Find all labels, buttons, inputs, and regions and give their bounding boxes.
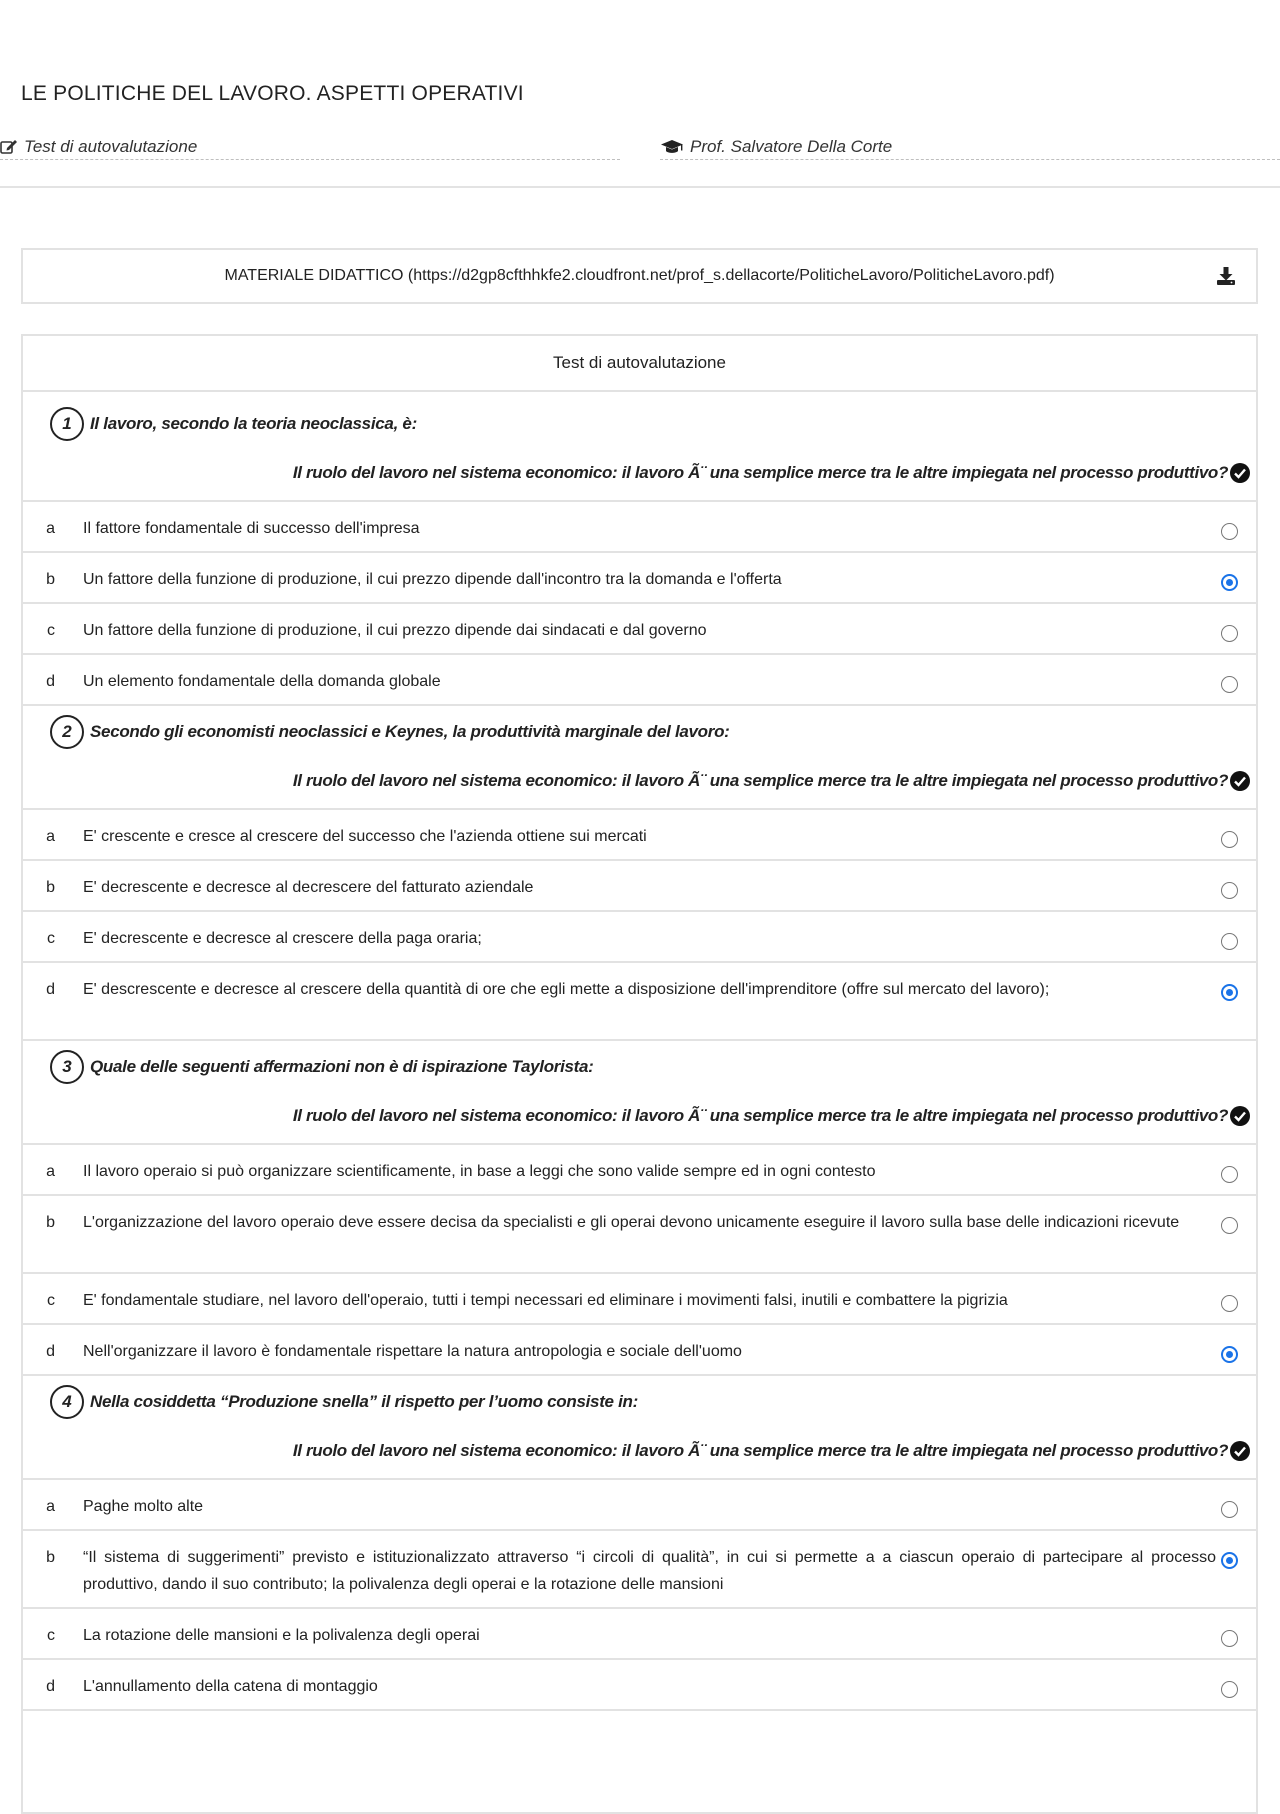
option-letter: d (46, 981, 55, 998)
question-block (23, 392, 1256, 706)
topic-text: Il ruolo del lavoro nel sistema economico: il lavoro Ã¨ una semplice merce tra le altre impiegata nel processo produttivo? (292, 463, 1228, 482)
answer-option[interactable] (23, 502, 1256, 553)
question-block (23, 1041, 1256, 1376)
radio-button[interactable] (1221, 1501, 1238, 1518)
option-text: E' decrescente e decresce al crescere della paga oraria; (83, 930, 482, 947)
quiz-header-text: Test di autovalutazione (553, 353, 726, 372)
question-text: Nella cosiddetta “Produzione snella” il rispetto per l’uomo consiste in: (90, 1392, 639, 1411)
graduation-cap-icon (660, 139, 684, 155)
radio-button[interactable] (1221, 1166, 1238, 1183)
option-text: E' decrescente e decresce al decrescere del fatturato aziendale (83, 879, 534, 896)
option-text: L'organizzazione del lavoro operaio deve essere decisa da specialisti e gli operai devono unicamente eseguire il lavoro sulla base delle indicazioni ricevute (83, 1214, 1180, 1231)
option-text: La rotazione delle mansioni e la polivalenza degli operai (83, 1627, 480, 1644)
radio-button[interactable] (1221, 1217, 1238, 1234)
topic-row (23, 1089, 1256, 1145)
radio-button[interactable] (1221, 625, 1238, 642)
option-letter: c (47, 1292, 55, 1309)
question-number: 3 (50, 1050, 84, 1084)
radio-button[interactable] (1221, 831, 1238, 848)
option-letter: a (46, 828, 55, 845)
option-letter: b (46, 1549, 55, 1566)
option-letter: b (46, 879, 55, 896)
topic-row (23, 1424, 1256, 1480)
option-letter: d (46, 1343, 55, 1360)
answer-option[interactable] (23, 1274, 1256, 1325)
option-text: Un fattore della funzione di produzione, il cui prezzo dipende dall'incontro tra la domanda e l'offerta (83, 571, 782, 588)
radio-button[interactable] (1221, 933, 1238, 950)
option-text: “Il sistema di suggerimenti” previsto e istituzionalizzato attraverso “i circoli di qualità”, in cui si permette a a ciascun operaio di partecipare al processo produttivo, dando il suo contributo; la polivalenza degli operai e la rotazione delle mansioni (83, 1549, 1216, 1593)
option-letter: a (46, 1163, 55, 1180)
option-text: E' descrescente e decresce al crescere della quantità di ore che egli mette a disposizione dell'imprenditore (offre sul mercato del lavoro); (83, 981, 1050, 998)
material-link[interactable] (21, 248, 1258, 304)
option-text: E' fondamentale studiare, nel lavoro dell'operaio, tutti i tempi necessari ed eliminare i movimenti falsi, inutili e combattere la pigrizia (83, 1292, 1008, 1309)
quiz-header (23, 336, 1256, 392)
topic-text: Il ruolo del lavoro nel sistema economico: il lavoro Ã¨ una semplice merce tra le altre impiegata nel processo produttivo? (292, 1106, 1228, 1125)
option-text: E' crescente e cresce al crescere del successo che l'azienda ottiene sui mercati (83, 828, 647, 845)
edit-icon (0, 139, 18, 155)
option-text: Il lavoro operaio si può organizzare scientificamente, in base a leggi che sono valide sempre ed in ogni contesto (83, 1163, 876, 1180)
meta-professor-text: Prof. Salvatore Della Corte (690, 137, 893, 156)
meta-test-text: Test di autovalutazione (24, 137, 198, 156)
option-text: Nell'organizzare il lavoro è fondamentale rispettare la natura antropologia e sociale dell'uomo (83, 1343, 742, 1360)
radio-button[interactable] (1221, 882, 1238, 899)
option-letter: a (46, 520, 55, 537)
meta-professor (660, 135, 1280, 160)
answer-option[interactable] (23, 1609, 1256, 1660)
question-block (23, 1376, 1256, 1711)
question-head (23, 402, 1256, 446)
option-letter: c (47, 1627, 55, 1644)
question-text: Secondo gli economisti neoclassici e Keynes, la produttività marginale del lavoro: (90, 722, 730, 741)
option-text: Il fattore fondamentale di successo dell'impresa (83, 520, 420, 537)
download-icon[interactable] (1216, 266, 1236, 291)
option-letter: c (47, 622, 55, 639)
option-letter: a (46, 1498, 55, 1515)
option-text: Un fattore della funzione di produzione, il cui prezzo dipende dai sindacati e dal governo (83, 622, 707, 639)
answer-option[interactable] (23, 604, 1256, 655)
quiz-panel (21, 334, 1258, 1814)
topic-text: Il ruolo del lavoro nel sistema economico: il lavoro Ã¨ una semplice merce tra le altre impiegata nel processo produttivo? (292, 1441, 1228, 1460)
answer-option[interactable] (23, 861, 1256, 912)
radio-button[interactable] (1221, 676, 1238, 693)
option-letter: b (46, 571, 55, 588)
answer-option[interactable] (23, 1145, 1256, 1196)
meta-row (0, 135, 1280, 161)
answer-option[interactable] (23, 810, 1256, 861)
question-head (23, 1045, 1256, 1089)
radio-button[interactable] (1221, 1630, 1238, 1647)
topic-text: Il ruolo del lavoro nel sistema economico: il lavoro Ã¨ una semplice merce tra le altre impiegata nel processo produttivo? (292, 771, 1228, 790)
option-letter: d (46, 673, 55, 690)
question-text: Il lavoro, secondo la teoria neoclassica, è: (90, 414, 417, 433)
check-circle-icon (1230, 1106, 1250, 1126)
question-text: Quale delle seguenti affermazioni non è di ispirazione Taylorista: (90, 1057, 594, 1076)
radio-button-selected[interactable] (1221, 984, 1238, 1001)
option-text: Paghe molto alte (83, 1498, 204, 1515)
answer-option[interactable] (23, 1196, 1256, 1274)
option-letter: c (47, 930, 55, 947)
material-label[interactable]: MATERIALE DIDATTICO (https://d2gp8cfthhkfe2.cloudfront.net/prof_s.dellacorte/PoliticheLavoro/PoliticheLavoro.pdf) (224, 267, 1055, 284)
check-circle-icon (1230, 771, 1250, 791)
option-letter: d (46, 1678, 55, 1695)
radio-button-selected[interactable] (1221, 1552, 1238, 1569)
topic-row (23, 446, 1256, 502)
radio-button-selected[interactable] (1221, 574, 1238, 591)
answer-option[interactable] (23, 1531, 1256, 1609)
answer-option[interactable] (23, 1660, 1256, 1711)
topic-row (23, 754, 1256, 810)
answer-option[interactable] (23, 553, 1256, 604)
radio-button[interactable] (1221, 523, 1238, 540)
question-number: 1 (50, 407, 84, 441)
radio-button-selected[interactable] (1221, 1346, 1238, 1363)
answer-option[interactable] (23, 655, 1256, 706)
radio-button[interactable] (1221, 1295, 1238, 1312)
divider (0, 186, 1280, 188)
question-number: 4 (50, 1385, 84, 1419)
question-head (23, 1380, 1256, 1424)
answer-option[interactable] (23, 1325, 1256, 1376)
option-text: L'annullamento della catena di montaggio (83, 1678, 378, 1695)
option-text: Un elemento fondamentale della domanda globale (83, 673, 441, 690)
answer-option[interactable] (23, 1480, 1256, 1531)
check-circle-icon (1230, 463, 1250, 483)
check-circle-icon (1230, 1441, 1250, 1461)
radio-button[interactable] (1221, 1681, 1238, 1698)
option-letter: b (46, 1214, 55, 1231)
question-head (23, 710, 1256, 754)
question-number: 2 (50, 715, 84, 749)
answer-option[interactable] (23, 963, 1256, 1041)
answer-option[interactable] (23, 912, 1256, 963)
meta-test-label (0, 135, 620, 160)
page-title: LE POLITICHE DEL LAVORO. ASPETTI OPERATIVI (21, 82, 524, 105)
question-block (23, 706, 1256, 1041)
